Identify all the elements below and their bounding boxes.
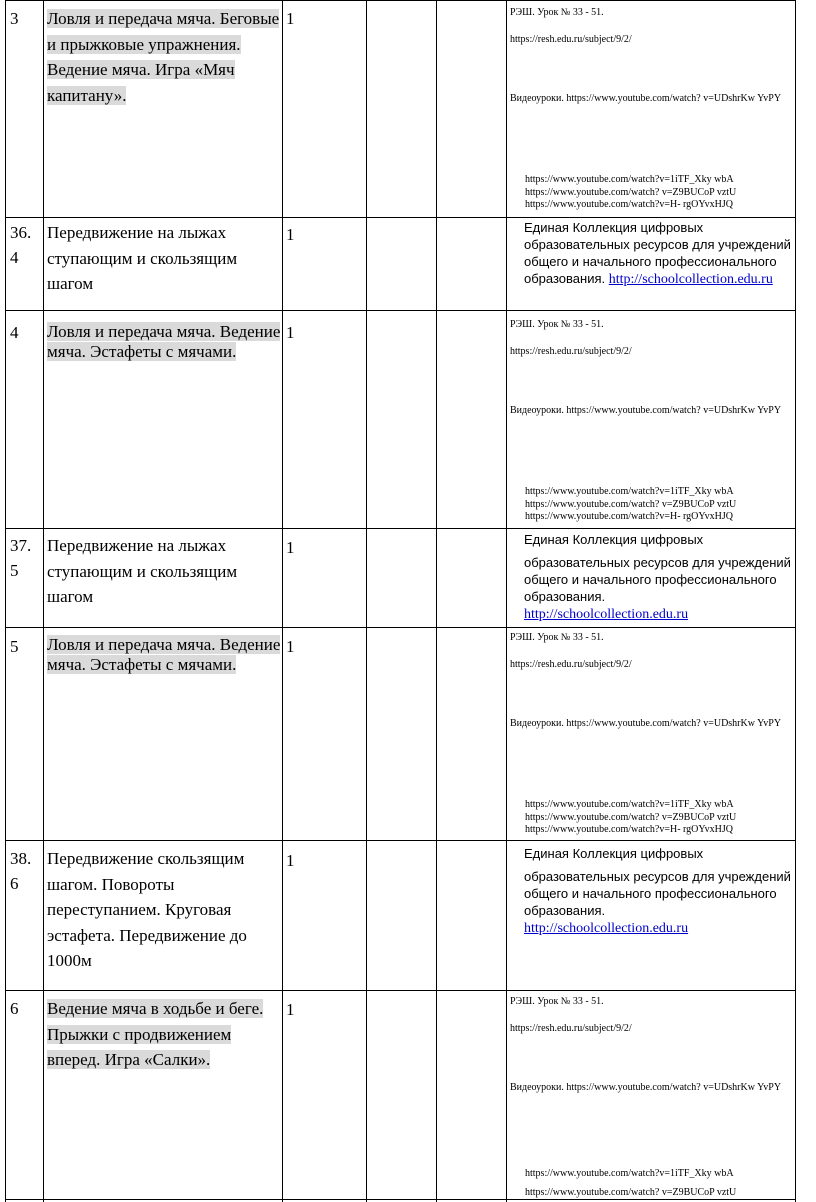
table-border-left <box>5 0 6 1202</box>
lesson-number: 38. 6 <box>10 849 32 893</box>
lesson-topic-text: Ловля и передача мяча. Беговые и прыжковые упражнения. Ведение мяча. Игра «Мяч капитану». <box>47 9 280 105</box>
youtube-links <box>525 486 793 524</box>
lesson-hours: 1 <box>286 1000 295 1019</box>
lesson-number: 3 <box>10 9 19 28</box>
row-divider <box>5 217 796 218</box>
youtube-links <box>525 799 793 837</box>
youtube-link[interactable]: https://www.youtube.com/watch? v=Z9BUCoP vztU <box>525 811 737 823</box>
collection-text: Единая Коллекция цифровых <box>524 532 704 547</box>
resh-link[interactable]: https://resh.edu.ru/subject/9/2/ <box>510 659 632 670</box>
lesson-topic: Передвижение на лыжах ступающим и скользящим шагом <box>47 536 238 606</box>
youtube-link[interactable]: https://www.youtube.com/watch?v=1iTF_Xky wbA <box>525 174 734 185</box>
resh-link[interactable]: https://resh.edu.ru/subject/9/2/ <box>510 1023 632 1034</box>
table-border-right <box>795 0 796 1202</box>
collection-resource <box>524 531 792 623</box>
lesson-hours: 1 <box>286 851 295 870</box>
lesson-hours: 1 <box>286 637 295 656</box>
resh-resources <box>510 318 792 417</box>
collection-text: образовательных ресурсов для учреждений общего и начального профессионального образования. <box>524 869 791 918</box>
row-divider <box>5 840 796 841</box>
resh-resources <box>510 995 792 1094</box>
collection-resource <box>524 219 792 288</box>
youtube-link[interactable]: https://www.youtube.com/watch? v=Z9BUCoP vztU <box>525 186 737 198</box>
lesson-number: 36. 4 <box>10 223 32 267</box>
lesson-topic-text: Ловля и передача мяча. Ведение мяча. Эстафеты с мячами. <box>47 635 281 674</box>
school-collection-link[interactable]: http://schoolcollection.edu.ru <box>608 272 773 287</box>
lesson-topic <box>47 635 281 675</box>
lesson-topic <box>47 996 281 1073</box>
video-lessons-link[interactable]: Видеоуроки. https://www.youtube.com/watch? v=UDshrKw YvPY <box>510 1082 782 1093</box>
lesson-number: 5 <box>10 637 19 656</box>
lesson-number: 37. 5 <box>10 536 32 580</box>
lesson-number: 6 <box>10 999 19 1018</box>
row-divider <box>5 627 796 628</box>
school-collection-link[interactable]: http://schoolcollection.edu.ru <box>524 921 689 936</box>
table-divider <box>506 0 507 1202</box>
collection-text: образовательных ресурсов для учреждений общего и начального профессионального образования. <box>524 555 791 604</box>
youtube-links <box>525 174 793 212</box>
youtube-link[interactable]: https://www.youtube.com/watch?v=1iTF_Xky wbA <box>525 486 734 497</box>
row-divider <box>5 310 796 311</box>
video-lessons-link[interactable]: Видеоуроки. https://www.youtube.com/watch? v=UDshrKw YvPY <box>510 718 782 729</box>
collection-text: Единая Коллекция цифровых образовательных ресурсов для учреждений общего и начального профессионального образования. <box>524 220 791 286</box>
table-divider <box>282 0 283 1202</box>
youtube-link[interactable]: https://www.youtube.com/watch?v=H- rgOYvxHJQ <box>525 511 733 522</box>
resh-label: РЭШ. Урок № 33 - 51. <box>510 319 604 330</box>
collection-text: Единая Коллекция цифровых <box>524 846 704 861</box>
row-divider <box>5 990 796 991</box>
lesson-topic <box>47 322 281 362</box>
lesson-hours: 1 <box>286 538 295 557</box>
resh-link[interactable]: https://resh.edu.ru/subject/9/2/ <box>510 34 632 45</box>
youtube-link[interactable]: https://www.youtube.com/watch? v=Z9BUCoP vztU <box>525 498 737 510</box>
youtube-link[interactable]: https://www.youtube.com/watch?v=1iTF_Xky wbA <box>525 1168 734 1179</box>
table-divider <box>43 0 44 1202</box>
resh-label: РЭШ. Урок № 33 - 51. <box>510 7 604 18</box>
resh-link[interactable]: https://resh.edu.ru/subject/9/2/ <box>510 346 632 357</box>
resh-label: РЭШ. Урок № 33 - 51. <box>510 632 604 643</box>
lesson-topic: Передвижение скользящим шагом. Повороты переступанием. Круговая эстафета. Передвижение до 1000м <box>47 849 247 970</box>
youtube-link[interactable]: https://www.youtube.com/watch?v=H- rgOYvxHJQ <box>525 824 733 835</box>
row-divider <box>5 0 796 1</box>
lesson-topic-text: Ловля и передача мяча. Ведение мяча. Эстафеты с мячами. <box>47 322 281 361</box>
youtube-link[interactable]: https://www.youtube.com/watch?v=H- rgOYvxHJQ <box>525 199 733 210</box>
lesson-hours: 1 <box>286 323 295 342</box>
table-divider <box>366 0 367 1202</box>
lesson-topic: Передвижение на лыжах ступающим и скользящим шагом <box>47 223 238 293</box>
resh-resources <box>510 6 792 105</box>
school-collection-link[interactable]: http://schoolcollection.edu.ru <box>524 607 689 622</box>
resh-label: РЭШ. Урок № 33 - 51. <box>510 996 604 1007</box>
lesson-topic-text: Ведение мяча в ходьбе и беге. Прыжки с продвижением вперед. Игра «Салки». <box>47 999 264 1069</box>
lesson-number: 4 <box>10 323 19 342</box>
lesson-hours: 1 <box>286 225 295 244</box>
video-lessons-link[interactable]: Видеоуроки. https://www.youtube.com/watch? v=UDshrKw YvPY <box>510 93 782 104</box>
youtube-links <box>525 1164 793 1202</box>
video-lessons-link[interactable]: Видеоуроки. https://www.youtube.com/watch? v=UDshrKw YvPY <box>510 405 782 416</box>
collection-resource <box>524 845 792 937</box>
lesson-topic <box>47 6 281 108</box>
table-divider <box>436 0 437 1202</box>
row-divider <box>5 528 796 529</box>
youtube-link[interactable]: https://www.youtube.com/watch? v=Z9BUCoP vztU <box>525 1187 737 1198</box>
youtube-link[interactable]: https://www.youtube.com/watch?v=1iTF_Xky wbA <box>525 799 734 810</box>
resh-resources <box>510 631 792 730</box>
lesson-hours: 1 <box>286 9 295 28</box>
